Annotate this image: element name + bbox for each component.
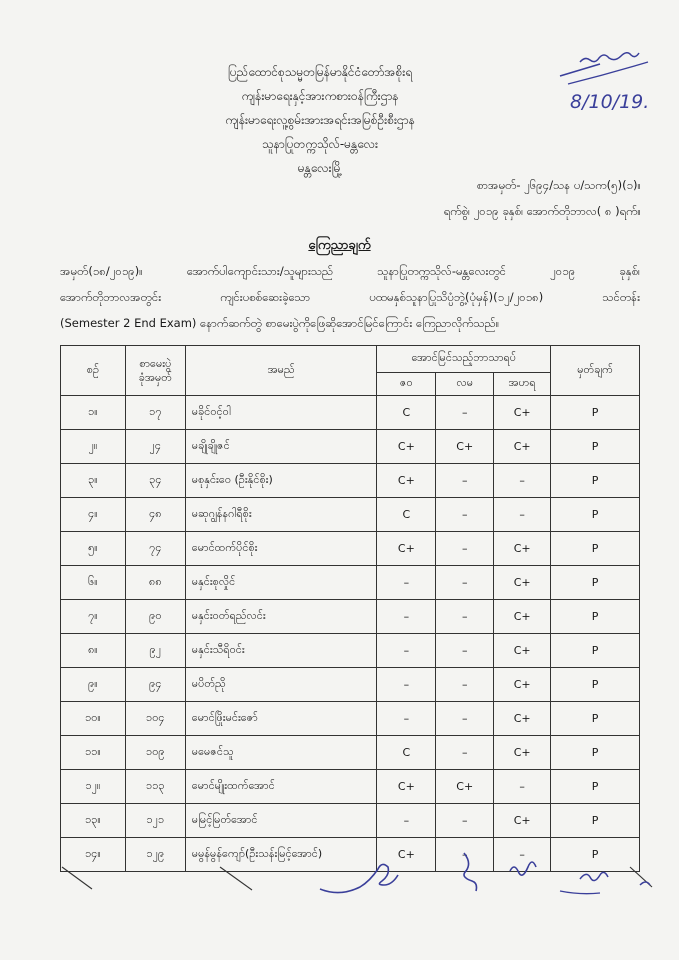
subject-3-grade-cell: C+ (494, 804, 551, 838)
roll-number-cell: ၄၈ (125, 498, 185, 532)
subject-3-grade-cell: C+ (494, 532, 551, 566)
serial-cell: ၄။ (61, 498, 126, 532)
roll-number-cell: ၉၄ (125, 668, 185, 702)
subject-1-grade-cell: C (377, 498, 436, 532)
roll-number-cell: ၉၀ (125, 600, 185, 634)
subject-2-grade-cell: – (436, 532, 494, 566)
serial-cell: ၁၂။ (61, 770, 126, 804)
subject-1-grade-cell: – (377, 702, 436, 736)
serial-cell: ၁၀။ (61, 702, 126, 736)
roll-number-cell: ၁၂၉ (125, 838, 185, 872)
reference-number: စာအမှတ်- ၂၆၉၄/သန ပ/သက(၅)(၁)။ (476, 178, 641, 192)
subject-3-grade-cell: C+ (494, 702, 551, 736)
subject-2-grade-cell: – (436, 668, 494, 702)
subject-3-grade-cell: – (494, 838, 551, 872)
table-row (61, 396, 640, 430)
announcement-text: ကျင်းပစစ်ဆေးခဲ့သော (220, 290, 311, 304)
col-header-passed-subjects: အောင်မြင်သည့်ဘာသာရပ် (377, 346, 551, 373)
col-header-subject-3: အဟရ (494, 373, 551, 396)
table-row (61, 770, 640, 804)
roll-header-line-2: ခုံအမှတ် (138, 370, 172, 384)
header-line-university: သူနာပြုတက္ကသိုလ်-မန္တလေး (261, 137, 379, 151)
roll-number-cell: ၁၀၉ (125, 736, 185, 770)
subject-3-grade-cell: C+ (494, 430, 551, 464)
subject-3-grade-cell: C+ (494, 396, 551, 430)
subject-1-grade-cell: C+ (377, 770, 436, 804)
roll-header-line-1: စာမေးပွဲ (139, 356, 172, 370)
remark-cell: P (551, 838, 640, 872)
roll-number-cell: ၇၄ (125, 532, 185, 566)
col-header-remarks: မှတ်ချက် (551, 346, 640, 396)
table-row (61, 464, 640, 498)
results-table-body (61, 396, 640, 872)
roll-number-cell: ၁၂၁ (125, 804, 185, 838)
subject-2-grade-cell: – (436, 736, 494, 770)
student-name-cell: မနှင်းစုလှိုင် (185, 566, 377, 600)
remark-cell: P (551, 498, 640, 532)
subject-1-grade-cell: – (377, 668, 436, 702)
subject-2-grade-cell: – (436, 804, 494, 838)
announcement-number: အမှတ်(၁၈/၂၀၁၉)။ (60, 264, 143, 278)
student-name-cell: မပိတ်ညို (185, 668, 377, 702)
subject-2-grade-cell: – (436, 634, 494, 668)
subject-2-grade-cell: – (436, 498, 494, 532)
announcement-text: ခုနှစ်၊ (619, 264, 640, 278)
col-header-serial: စဉ် (61, 346, 126, 396)
announcement-line-3: (Semester 2 End Exam) နောက်ဆက်တွဲ စာမေးပွဲကိုဖြေဆိုအောင်မြင်ကြောင်း ကြေညာလိုက်သည်။ (60, 316, 500, 330)
subject-2-grade-cell: – (436, 566, 494, 600)
header-line-department: ကျန်းမာရေးလူ့စွမ်းအားအရင်းအမြစ်ဦးစီးဌာန (225, 113, 415, 127)
table-row (61, 702, 640, 736)
announcement-text: အောက်တိုဘာလအတွင်း (60, 290, 162, 304)
reference-date: ရက်စွဲ၊ ၂၀၁၉ ခုနှစ်၊ အောက်တိုဘာလ( ၈ )ရက်။ (443, 204, 641, 218)
subject-1-grade-cell: C+ (377, 464, 436, 498)
announcement-line-2 (60, 284, 640, 310)
subject-3-grade-cell: C+ (494, 634, 551, 668)
remark-cell: P (551, 702, 640, 736)
student-name-cell: မခိုင်ဝင့်ဝါ (185, 396, 377, 430)
roll-number-cell: ၉၂ (125, 634, 185, 668)
subject-3-grade-cell: C+ (494, 736, 551, 770)
subject-1-grade-cell: – (377, 804, 436, 838)
announcement-text: သင်တန်း (602, 290, 640, 304)
serial-cell: ၇။ (61, 600, 126, 634)
table-row (61, 430, 640, 464)
table-row (61, 668, 640, 702)
remark-cell: P (551, 600, 640, 634)
announcement-title: ကြေညာချက် (308, 238, 371, 253)
subject-3-grade-cell: – (494, 770, 551, 804)
col-header-subject-2: လမ (436, 373, 494, 396)
student-name-cell: မမွန်မွန်ကျော်(ဦးသန်းမြင့်အောင်) (185, 838, 377, 872)
table-row (61, 736, 640, 770)
subject-2-grade-cell: C+ (436, 430, 494, 464)
serial-cell: ၂။ (61, 430, 126, 464)
announcement-text: အောက်ပါကျောင်းသား/သူများသည် (186, 264, 334, 278)
subject-2-grade-cell: – (436, 702, 494, 736)
subject-1-grade-cell: – (377, 634, 436, 668)
col-header-subject-1: ဇဝ (377, 373, 436, 396)
serial-cell: ၅။ (61, 532, 126, 566)
student-name-cell: မောင်ဖြိုးမင်းဇော် (185, 702, 377, 736)
table-row (61, 804, 640, 838)
roll-number-cell: ၁၇ (125, 396, 185, 430)
announcement-text: ၂၀၁၉ (550, 264, 576, 278)
subject-2-grade-cell: – (436, 600, 494, 634)
student-name-cell: မမြင့်မြတ်အောင် (185, 804, 377, 838)
letterhead (150, 60, 490, 180)
remark-cell: P (551, 430, 640, 464)
subject-1-grade-cell: – (377, 566, 436, 600)
subject-1-grade-cell: C+ (377, 532, 436, 566)
subject-2-grade-cell: – (436, 838, 494, 872)
subject-3-grade-cell: C+ (494, 600, 551, 634)
student-name-cell: မဆုဂျွန်နဂါရီစိုး (185, 498, 377, 532)
roll-number-cell: ၈၈ (125, 566, 185, 600)
announcement-text: ပထမနှစ်သူနာပြုသိပ္ပံဘွဲ့(ပုံမှန်)(၁၂/၂၀၁၈) (369, 290, 544, 304)
header-line-government: ပြည်ထောင်စုသမ္မတမြန်မာနိုင်ငံတော်အစိုးရ (227, 65, 413, 79)
remark-cell: P (551, 668, 640, 702)
serial-cell: ၁၄။ (61, 838, 126, 872)
student-name-cell: မောင်ထက်ပိုင်စိုး (185, 532, 377, 566)
subject-2-grade-cell: – (436, 396, 494, 430)
student-name-cell: မချိုချိုဇင် (185, 430, 377, 464)
serial-cell: ၁၁။ (61, 736, 126, 770)
roll-number-cell: ၁၀၄ (125, 702, 185, 736)
subject-3-grade-cell: – (494, 498, 551, 532)
serial-cell: ၈။ (61, 634, 126, 668)
table-row (61, 600, 640, 634)
student-name-cell: မမေဇင်သူ (185, 736, 377, 770)
remark-cell: P (551, 804, 640, 838)
subject-1-grade-cell: C+ (377, 838, 436, 872)
serial-cell: ၁၃။ (61, 804, 126, 838)
remark-cell: P (551, 532, 640, 566)
col-header-roll-number (125, 346, 185, 396)
subject-3-grade-cell: C+ (494, 566, 551, 600)
remark-cell: P (551, 770, 640, 804)
remark-cell: P (551, 566, 640, 600)
table-row (61, 532, 640, 566)
table-row (61, 634, 640, 668)
subject-3-grade-cell: C+ (494, 668, 551, 702)
roll-number-cell: ၁၁၃ (125, 770, 185, 804)
serial-cell: ၁။ (61, 396, 126, 430)
remark-cell: P (551, 634, 640, 668)
roll-number-cell: ၃၄ (125, 464, 185, 498)
table-row (61, 566, 640, 600)
student-name-cell: မနှင်းသီရိဝင်း (185, 634, 377, 668)
student-name-cell: မောင်မျိုးထက်အောင် (185, 770, 377, 804)
subject-1-grade-cell: C+ (377, 430, 436, 464)
bottom-signatures (40, 845, 660, 915)
student-name-cell: မနှင်းဝတ်ရည်လင်း (185, 600, 377, 634)
subject-2-grade-cell: C+ (436, 770, 494, 804)
subject-1-grade-cell: C (377, 396, 436, 430)
handwritten-date: 8/10/19. (570, 91, 650, 113)
student-name-cell: မစုနှင်းဝေ (ဦးနိုင်စိုး) (185, 464, 377, 498)
roll-number-cell: ၂၄ (125, 430, 185, 464)
subject-3-grade-cell: – (494, 464, 551, 498)
subject-2-grade-cell: – (436, 464, 494, 498)
col-header-name: အမည် (185, 346, 377, 396)
announcement-text: သူနာပြုတက္ကသိုလ်-မန္တလေးတွင် (377, 264, 507, 278)
results-table (60, 345, 640, 872)
announcement-body (60, 258, 640, 336)
handwritten-date-signature (540, 40, 665, 115)
serial-cell: ၆။ (61, 566, 126, 600)
subject-1-grade-cell: – (377, 600, 436, 634)
remark-cell: P (551, 396, 640, 430)
table-row (61, 498, 640, 532)
header-line-city: မန္တလေးမြို့ (297, 161, 343, 175)
serial-cell: ၉။ (61, 668, 126, 702)
subject-1-grade-cell: C (377, 736, 436, 770)
header-line-ministry: ကျန်းမာရေးနှင့်အားကစားဝန်ကြီးဌာန (241, 89, 399, 103)
announcement-line-1 (60, 258, 640, 284)
serial-cell: ၃။ (61, 464, 126, 498)
remark-cell: P (551, 464, 640, 498)
remark-cell: P (551, 736, 640, 770)
